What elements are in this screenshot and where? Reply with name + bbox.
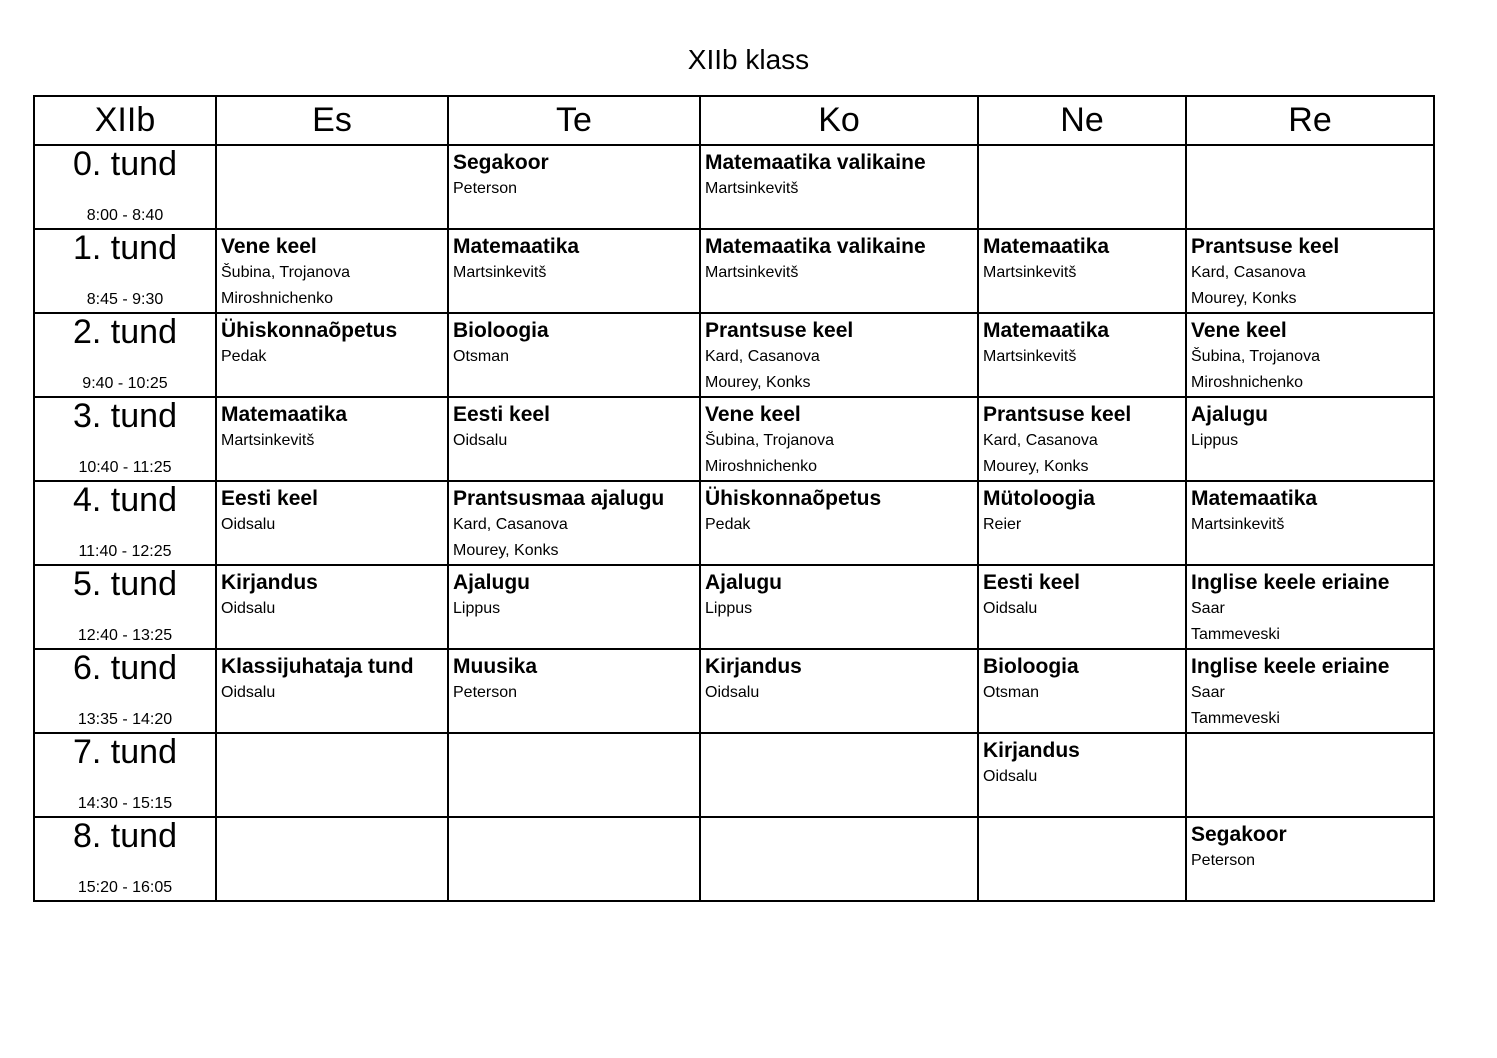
slot-cell: [34, 565, 216, 649]
teacher-name: Martsinkevitš: [983, 264, 1077, 281]
subject-name: Bioloogia: [983, 655, 1079, 678]
timetable-body: [34, 145, 1434, 901]
subject-name: Prantsuse keel: [983, 403, 1132, 426]
slot-cell: [34, 397, 216, 481]
lesson-cell-re: [1186, 649, 1434, 733]
subject-name: Inglise keele eriaine: [1191, 571, 1390, 594]
header-row: [34, 96, 1434, 145]
lesson-time: 14:30 - 15:15: [77, 795, 173, 812]
slot-cell: [34, 481, 216, 565]
subject-name: Matemaatika valikaine: [705, 235, 926, 258]
slot-cell: [34, 817, 216, 901]
day-header-es: Es: [216, 96, 448, 145]
teacher-name: Miroshnichenko: [705, 458, 818, 475]
lesson-cell-re: [1186, 565, 1434, 649]
teacher-name: Kard, Casanova: [983, 432, 1098, 449]
slot-cell: [34, 733, 216, 817]
teacher-name: Oidsalu: [983, 600, 1038, 617]
subject-name: Matemaatika: [453, 235, 580, 258]
lesson-number: 7. tund: [73, 733, 177, 771]
lesson-cell-es: [216, 649, 448, 733]
subject-name: Segakoor: [453, 151, 549, 174]
teacher-name: Pedak: [221, 348, 267, 365]
lesson-cell-te: [448, 145, 700, 229]
teacher-name: Martsinkevitš: [705, 180, 799, 197]
subject-name: Prantsusmaa ajalugu: [453, 487, 665, 510]
teacher-name: Mourey, Konks: [453, 542, 559, 559]
subject-name: Matemaatika valikaine: [705, 151, 926, 174]
page-title: XIIb klass: [687, 44, 810, 75]
lesson-cell-ne: [978, 229, 1186, 313]
teacher-name: Oidsalu: [221, 600, 276, 617]
lesson-number: 4. tund: [73, 481, 177, 519]
lesson-cell-es: [216, 565, 448, 649]
lesson-cell-es: [216, 733, 448, 817]
slot-cell: [34, 145, 216, 229]
lesson-cell-ko: [700, 817, 978, 901]
teacher-name: Martsinkevitš: [983, 348, 1077, 365]
teacher-name: Otsman: [453, 348, 510, 365]
teacher-name: Saar: [1191, 600, 1225, 617]
subject-name: Vene keel: [705, 403, 801, 426]
lesson-number: 3. tund: [73, 397, 177, 435]
teacher-name: Peterson: [453, 684, 518, 701]
teacher-name: Mourey, Konks: [705, 374, 811, 391]
teacher-name: Martsinkevitš: [453, 264, 547, 281]
subject-name: Matemaatika: [983, 319, 1110, 342]
day-header-ne: Ne: [978, 96, 1186, 145]
teacher-name: Oidsalu: [221, 684, 276, 701]
lesson-time: 8:00 - 8:40: [86, 207, 164, 224]
lesson-cell-es: [216, 313, 448, 397]
lesson-cell-re: [1186, 733, 1434, 817]
lesson-row: [34, 313, 1434, 397]
lesson-cell-ne: [978, 481, 1186, 565]
teacher-name: Martsinkevitš: [705, 264, 799, 281]
lesson-cell-te: [448, 649, 700, 733]
slot-cell: [34, 649, 216, 733]
subject-name: Eesti keel: [221, 487, 318, 510]
lesson-time: 13:35 - 14:20: [77, 711, 173, 728]
lesson-cell-ne: [978, 733, 1186, 817]
lesson-cell-ne: [978, 817, 1186, 901]
day-header-re: Re: [1186, 96, 1434, 145]
lesson-row: [34, 229, 1434, 313]
subject-name: Bioloogia: [453, 319, 549, 342]
day-header-ko: Ko: [700, 96, 978, 145]
lesson-cell-ne: [978, 649, 1186, 733]
subject-name: Kirjandus: [221, 571, 318, 594]
lesson-cell-ko: [700, 229, 978, 313]
lesson-cell-ko: [700, 313, 978, 397]
lesson-cell-te: [448, 397, 700, 481]
subject-name: Ajalugu: [1191, 403, 1268, 426]
teacher-name: Saar: [1191, 684, 1225, 701]
subject-name: Prantsuse keel: [1191, 235, 1340, 258]
lesson-number: 2. tund: [73, 313, 177, 351]
teacher-name: Otsman: [983, 684, 1040, 701]
teacher-name: Kard, Casanova: [705, 348, 820, 365]
teacher-name: Šubina, Trojanova: [1191, 348, 1320, 365]
lesson-cell-ne: [978, 145, 1186, 229]
subject-name: Inglise keele eriaine: [1191, 655, 1390, 678]
lesson-cell-ko: [700, 565, 978, 649]
teacher-name: Reier: [983, 516, 1022, 533]
lesson-number: 0. tund: [73, 145, 177, 183]
lesson-time: 15:20 - 16:05: [77, 879, 173, 896]
subject-name: Kirjandus: [983, 739, 1080, 762]
teacher-name: Šubina, Trojanova: [705, 432, 834, 449]
subject-name: Matemaatika: [983, 235, 1110, 258]
lesson-cell-te: [448, 733, 700, 817]
teacher-name: Martsinkevitš: [221, 432, 315, 449]
teacher-name: Peterson: [453, 180, 518, 197]
teacher-name: Pedak: [705, 516, 751, 533]
lesson-cell-ne: [978, 313, 1186, 397]
lesson-time: 12:40 - 13:25: [77, 627, 173, 644]
lesson-cell-es: [216, 145, 448, 229]
teacher-name: Peterson: [1191, 852, 1256, 869]
lesson-cell-re: [1186, 397, 1434, 481]
lesson-cell-te: [448, 229, 700, 313]
lesson-cell-te: [448, 817, 700, 901]
subject-name: Ajalugu: [453, 571, 530, 594]
teacher-name: Mourey, Konks: [1191, 290, 1297, 307]
subject-name: Vene keel: [1191, 319, 1287, 342]
lesson-row: [34, 817, 1434, 901]
teacher-name: Oidsalu: [453, 432, 508, 449]
lesson-cell-ko: [700, 649, 978, 733]
teacher-name: Tammeveski: [1191, 710, 1280, 727]
slot-cell: [34, 229, 216, 313]
teacher-name: Kard, Casanova: [1191, 264, 1306, 281]
subject-name: Ühiskonnaõpetus: [705, 487, 882, 510]
teacher-name: Tammeveski: [1191, 626, 1280, 643]
day-header-te: Te: [448, 96, 700, 145]
teacher-name: Lippus: [705, 600, 753, 617]
lesson-cell-ko: [700, 145, 978, 229]
subject-name: Matemaatika: [221, 403, 348, 426]
lesson-cell-ne: [978, 565, 1186, 649]
teacher-name: Šubina, Trojanova: [221, 264, 350, 281]
subject-name: Muusika: [453, 655, 538, 678]
lesson-number: 1. tund: [73, 229, 177, 267]
lesson-row: [34, 397, 1434, 481]
lesson-cell-re: [1186, 145, 1434, 229]
subject-name: Eesti keel: [983, 571, 1080, 594]
lesson-row: [34, 649, 1434, 733]
subject-name: Mütoloogia: [983, 487, 1095, 510]
lesson-cell-es: [216, 481, 448, 565]
lesson-number: 6. tund: [73, 649, 177, 687]
subject-name: Segakoor: [1191, 823, 1287, 846]
lesson-cell-re: [1186, 817, 1434, 901]
subject-name: Eesti keel: [453, 403, 550, 426]
subject-name: Vene keel: [221, 235, 317, 258]
lesson-time: 10:40 - 11:25: [78, 459, 172, 476]
lesson-cell-re: [1186, 313, 1434, 397]
lesson-number: 8. tund: [73, 817, 177, 855]
lesson-time: 9:40 - 10:25: [82, 375, 168, 392]
lesson-cell-ko: [700, 481, 978, 565]
lesson-cell-es: [216, 229, 448, 313]
subject-name: Prantsuse keel: [705, 319, 854, 342]
lesson-number: 5. tund: [73, 565, 177, 603]
teacher-name: Martsinkevitš: [1191, 516, 1285, 533]
lesson-row: [34, 481, 1434, 565]
subject-name: Klassijuhataja tund: [221, 655, 414, 678]
lesson-row: [34, 565, 1434, 649]
slot-cell: [34, 313, 216, 397]
timetable: [33, 95, 1435, 902]
subject-name: Kirjandus: [705, 655, 802, 678]
teacher-name: Miroshnichenko: [1191, 374, 1304, 391]
teacher-name: Mourey, Konks: [983, 458, 1089, 475]
lesson-row: [34, 733, 1434, 817]
subject-name: Matemaatika: [1191, 487, 1318, 510]
teacher-name: Lippus: [453, 600, 501, 617]
teacher-name: Lippus: [1191, 432, 1239, 449]
teacher-name: Miroshnichenko: [221, 290, 334, 307]
lesson-cell-te: [448, 565, 700, 649]
teacher-name: Oidsalu: [221, 516, 276, 533]
lesson-cell-te: [448, 313, 700, 397]
lesson-time: 8:45 - 9:30: [86, 291, 164, 308]
lesson-cell-re: [1186, 481, 1434, 565]
lesson-cell-re: [1186, 229, 1434, 313]
lesson-cell-ko: [700, 397, 978, 481]
teacher-name: Kard, Casanova: [453, 516, 568, 533]
header-corner: XIIb: [34, 96, 216, 145]
lesson-time: 11:40 - 12:25: [78, 543, 172, 560]
subject-name: Ühiskonnaõpetus: [221, 319, 398, 342]
lesson-cell-es: [216, 817, 448, 901]
lesson-cell-ne: [978, 397, 1186, 481]
subject-name: Ajalugu: [705, 571, 782, 594]
lesson-cell-te: [448, 481, 700, 565]
lesson-cell-ko: [700, 733, 978, 817]
teacher-name: Oidsalu: [705, 684, 760, 701]
lesson-cell-es: [216, 397, 448, 481]
teacher-name: Oidsalu: [983, 768, 1038, 785]
lesson-row: [34, 145, 1434, 229]
